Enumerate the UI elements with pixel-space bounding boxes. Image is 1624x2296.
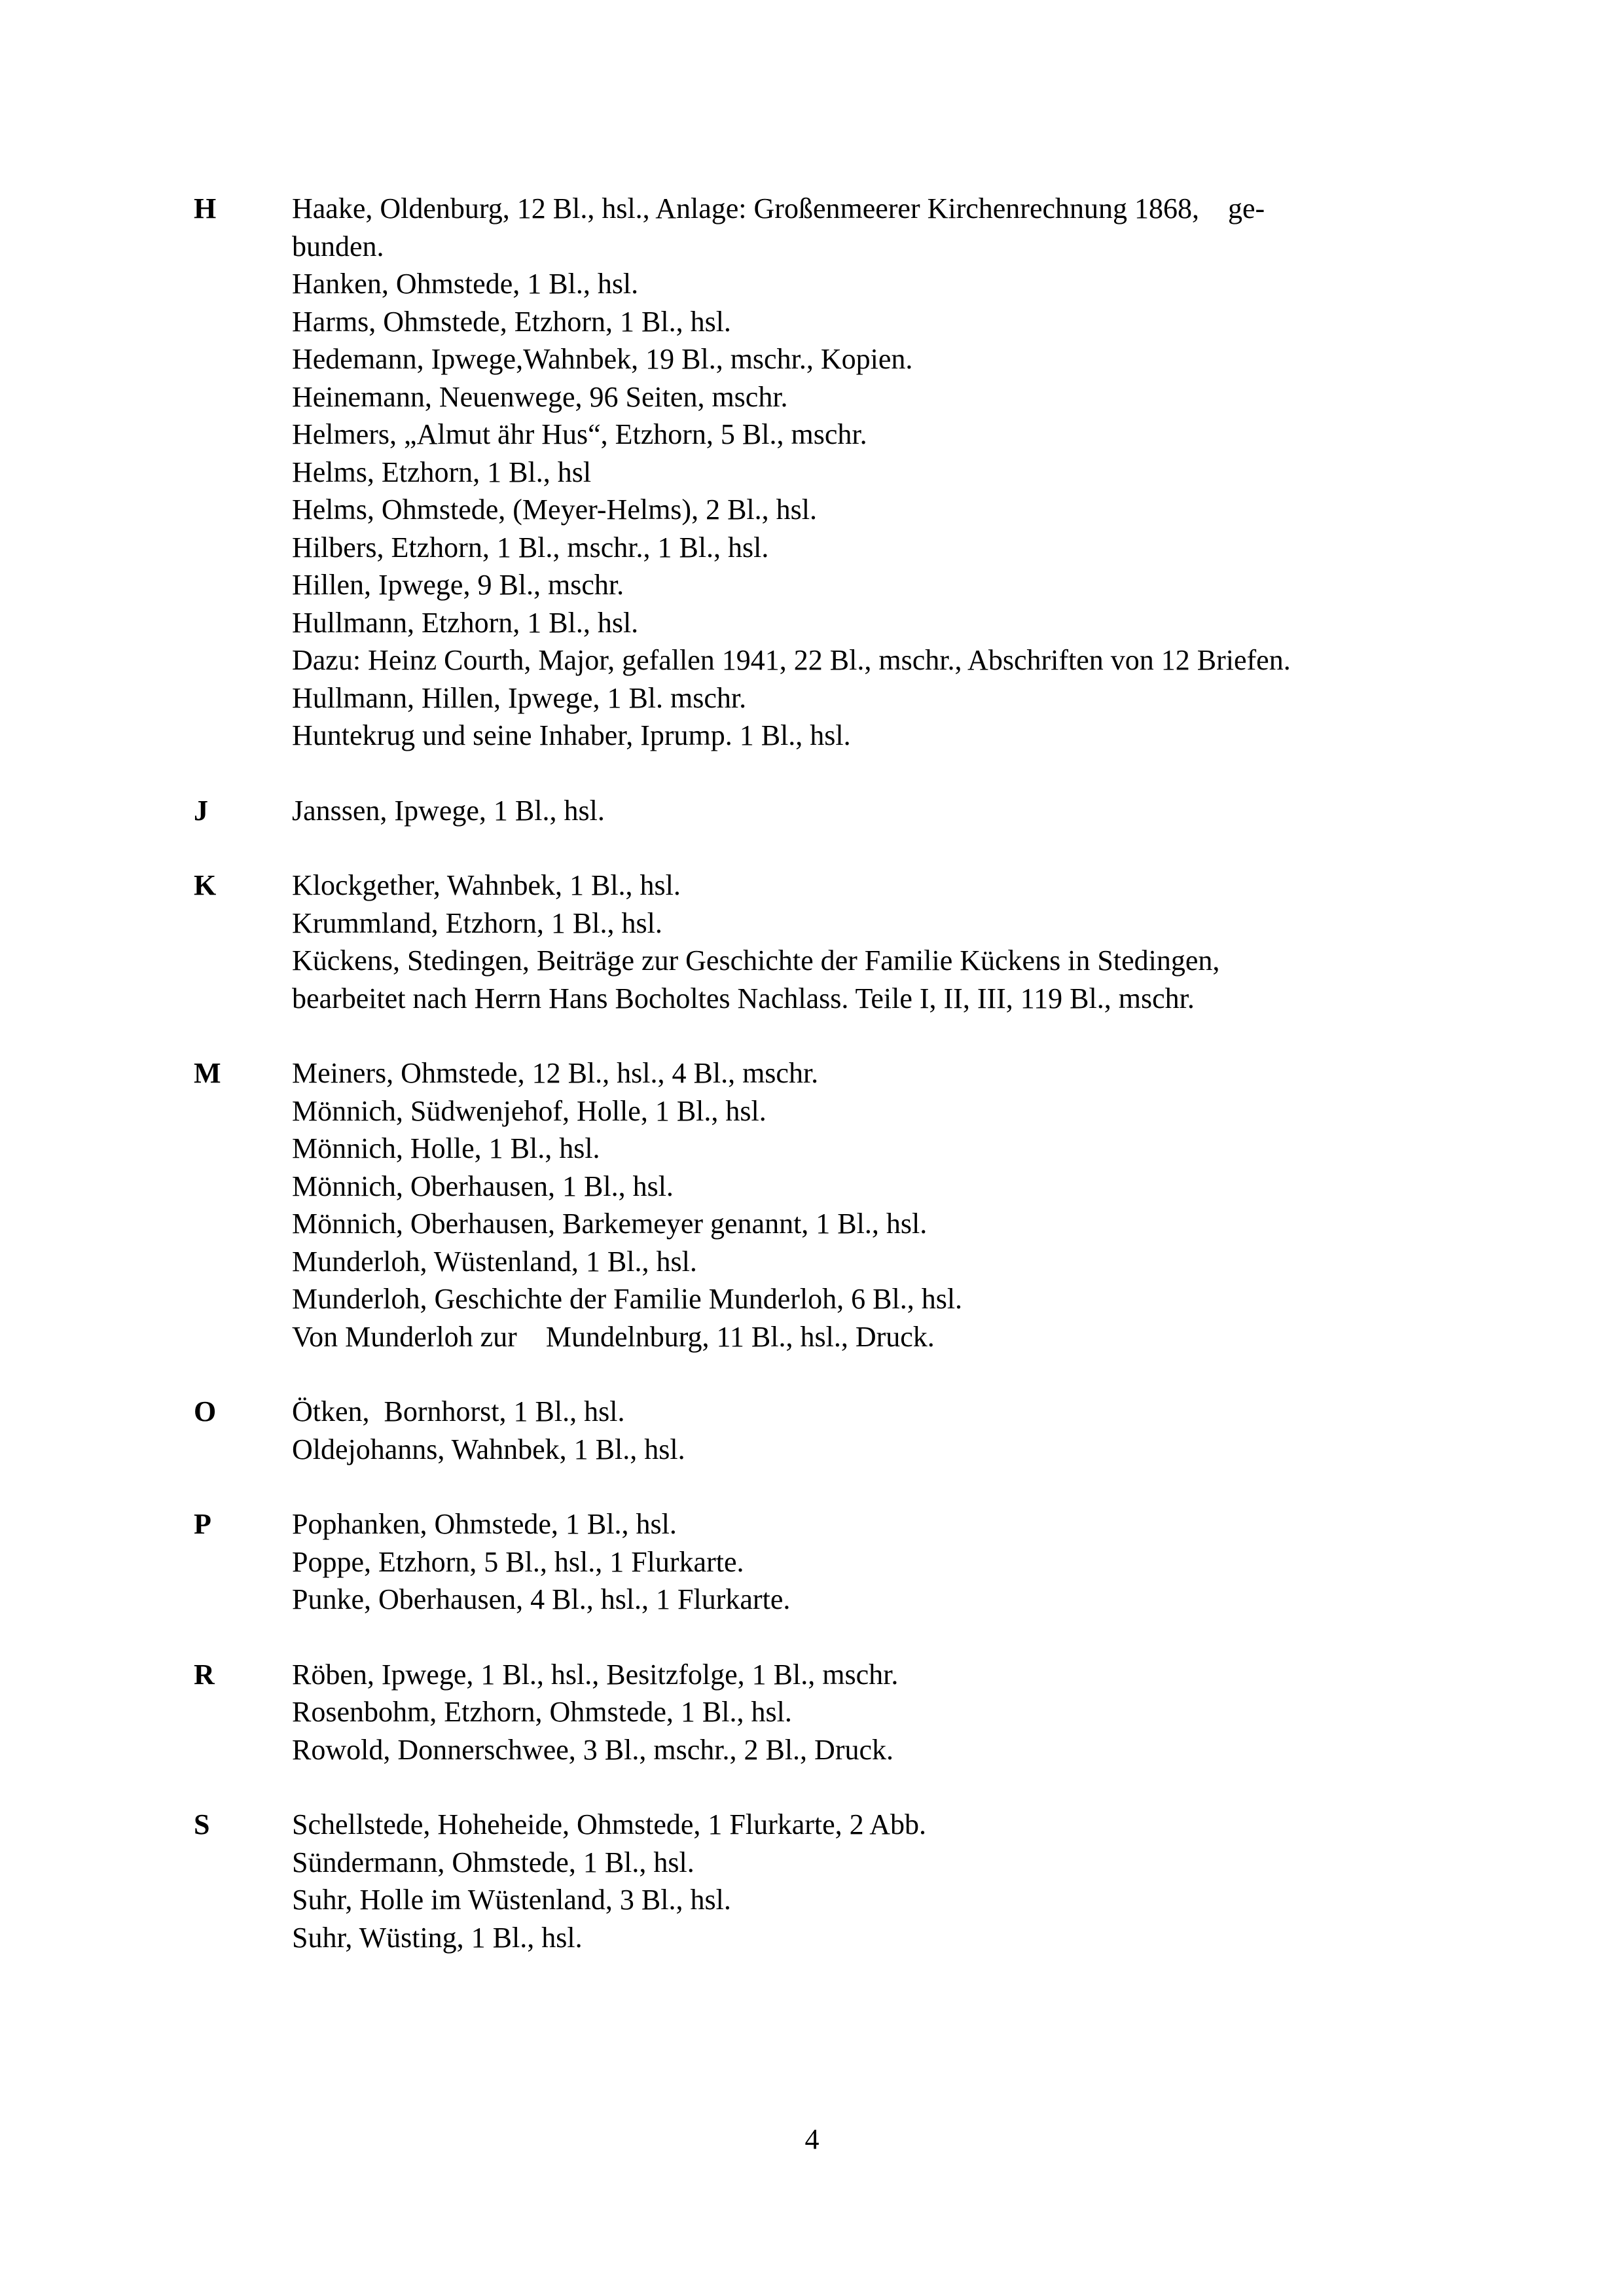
list-item: Hilbers, Etzhorn, 1 Bl., mschr., 1 Bl., hsl.: [292, 531, 769, 564]
list-item: Oldejohanns, Wahnbek, 1 Bl., hsl.: [292, 1433, 685, 1465]
list-item: Munderloh, Wüstenland, 1 Bl., hsl.: [292, 1245, 697, 1278]
list-item: Suhr, Holle im Wüstenland, 3 Bl., hsl.: [292, 1884, 731, 1916]
list-item: Helms, Ohmstede, (Meyer-Helms), 2 Bl., hsl.: [292, 493, 817, 526]
list-item: Von Munderloh zur Mundelnburg, 11 Bl., hsl., Druck.: [292, 1320, 935, 1353]
section-letter: K: [194, 869, 217, 901]
section-entries: [292, 792, 1477, 830]
section-entries: [292, 1393, 1477, 1468]
section-letter: R: [194, 1658, 215, 1691]
index-sections: [194, 190, 1477, 1994]
section-entries: [292, 867, 1477, 1017]
list-item: Munderloh, Geschichte der Familie Munderloh, 6 Bl., hsl.: [292, 1283, 963, 1315]
section-s: [194, 1806, 1477, 1956]
section-k: [194, 867, 1477, 1017]
list-item: Dazu: Heinz Courth, Major, gefallen 1941, 22 Bl., mschr., Abschriften von 12 Briefen.: [292, 644, 1291, 676]
list-item: Hullmann, Etzhorn, 1 Bl., hsl.: [292, 606, 639, 639]
section-entries: [292, 1505, 1477, 1619]
list-item: Rosenbohm, Etzhorn, Ohmstede, 1 Bl., hsl.: [292, 1696, 792, 1728]
list-item: Klockgether, Wahnbek, 1 Bl., hsl.: [292, 869, 681, 901]
section-letter: S: [194, 1808, 210, 1840]
list-item: bearbeitet nach Herrn Hans Bocholtes Nachlass. Teile I, II, III, 119 Bl., mschr.: [292, 982, 1195, 1014]
list-item: Meiners, Ohmstede, 12 Bl., hsl., 4 Bl., mschr.: [292, 1057, 819, 1089]
list-item: Poppe, Etzhorn, 5 Bl., hsl., 1 Flurkarte.: [292, 1545, 744, 1578]
list-item: Mönnich, Südwenjehof, Holle, 1 Bl., hsl.: [292, 1094, 767, 1127]
section-r: [194, 1656, 1477, 1769]
list-item: Mönnich, Oberhausen, Barkemeyer genannt, 1 Bl., hsl.: [292, 1208, 928, 1240]
list-item: bunden.: [292, 230, 384, 262]
list-item: Haake, Oldenburg, 12 Bl., hsl., Anlage: Großenmeerer Kirchenrechnung 1868, ge-: [292, 192, 1265, 224]
list-item: Harms, Ohmstede, Etzhorn, 1 Bl., hsl.: [292, 305, 731, 338]
list-item: Heinemann, Neuenwege, 96 Seiten, mschr.: [292, 380, 788, 413]
list-item: Schellstede, Hoheheide, Ohmstede, 1 Flurkarte, 2 Abb.: [292, 1808, 927, 1840]
list-item: Mönnich, Oberhausen, 1 Bl., hsl.: [292, 1170, 674, 1202]
section-o: [194, 1393, 1477, 1468]
list-item: Huntekrug und seine Inhaber, Iprump. 1 Bl., hsl.: [292, 719, 851, 751]
section-letter: J: [194, 794, 208, 827]
section-entries: [292, 1806, 1477, 1956]
list-item: Sündermann, Ohmstede, 1 Bl., hsl.: [292, 1846, 695, 1878]
section-letter: O: [194, 1395, 217, 1427]
list-item: Helmers, „Almut ähr Hus“, Etzhorn, 5 Bl., mschr.: [292, 418, 867, 450]
section-h: [194, 190, 1477, 755]
list-item: Krummland, Etzhorn, 1 Bl., hsl.: [292, 906, 662, 939]
list-item: Hedemann, Ipwege,Wahnbek, 19 Bl., mschr., Kopien.: [292, 343, 913, 375]
section-entries: [292, 190, 1477, 755]
list-item: Hanken, Ohmstede, 1 Bl., hsl.: [292, 268, 639, 300]
list-item: Hullmann, Hillen, Ipwege, 1 Bl. mschr.: [292, 681, 747, 714]
section-letter: H: [194, 192, 217, 224]
section-letter: M: [194, 1057, 221, 1089]
list-item: Ötken, Bornhorst, 1 Bl., hsl.: [292, 1395, 625, 1427]
section-p: [194, 1505, 1477, 1619]
list-item: Helms, Etzhorn, 1 Bl., hsl: [292, 456, 592, 488]
section-entries: [292, 1054, 1477, 1355]
section-m: [194, 1054, 1477, 1355]
section-letter: P: [194, 1508, 211, 1540]
list-item: Suhr, Wüsting, 1 Bl., hsl.: [292, 1921, 583, 1954]
list-item: Rowold, Donnerschwee, 3 Bl., mschr., 2 Bl., Druck.: [292, 1733, 893, 1766]
page-number: 4: [804, 2123, 820, 2155]
list-item: Mönnich, Holle, 1 Bl., hsl.: [292, 1132, 600, 1164]
list-item: Röben, Ipwege, 1 Bl., hsl., Besitzfolge, 1 Bl., mschr.: [292, 1658, 899, 1691]
list-item: Kückens, Stedingen, Beiträge zur Geschichte der Familie Kückens in Stedingen,: [292, 944, 1220, 977]
list-item: Hillen, Ipwege, 9 Bl., mschr.: [292, 569, 624, 601]
list-item: Punke, Oberhausen, 4 Bl., hsl., 1 Flurkarte.: [292, 1583, 791, 1615]
list-item: Pophanken, Ohmstede, 1 Bl., hsl.: [292, 1508, 677, 1540]
section-j: [194, 792, 1477, 830]
section-entries: [292, 1656, 1477, 1769]
list-item: Janssen, Ipwege, 1 Bl., hsl.: [292, 794, 605, 827]
